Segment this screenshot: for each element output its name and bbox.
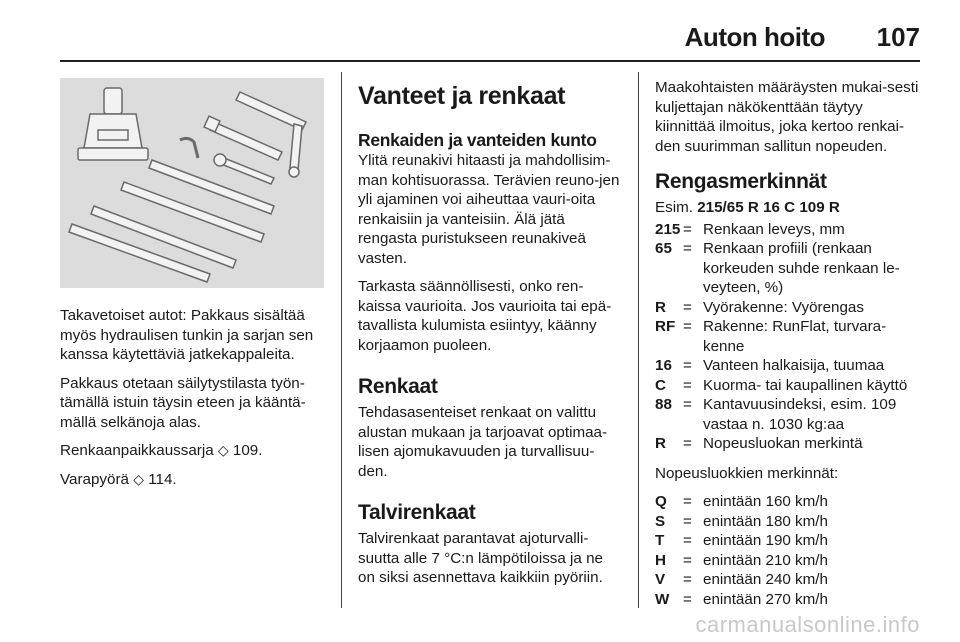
marking-key: W	[655, 590, 670, 608]
paragraph: Takavetoiset autot: Pakkaus sisältää myös hydraulisen tunkin ja sarjan sen kanssa käytettäviä jatkekappaleita.	[60, 307, 314, 363]
subsection-heading: Talvirenkaat	[358, 501, 476, 524]
speed-rating-row	[655, 531, 925, 551]
section-heading: Vanteet ja renkaat	[358, 82, 566, 110]
column-divider	[638, 72, 639, 608]
subsection-heading: Rengasmerkinnät	[655, 170, 827, 193]
speed-rating-row	[655, 492, 925, 512]
cross-reference	[60, 441, 324, 461]
equals-sign: =	[683, 493, 692, 510]
reference-label: Varapyörä	[60, 470, 129, 488]
marking-value: enintään 160 km/h	[703, 493, 828, 510]
tire-marking-row	[655, 239, 925, 298]
example-line	[655, 198, 925, 218]
subsection-heading: Renkaat	[358, 375, 438, 398]
marking-key: 16	[655, 357, 672, 374]
speed-rating-row	[655, 551, 925, 571]
cross-reference	[60, 470, 324, 490]
page-reference-icon: ◇	[217, 442, 229, 458]
equals-sign: =	[683, 532, 692, 549]
marking-value: enintään 210 km/h	[703, 551, 828, 569]
equals-sign: =	[683, 435, 692, 452]
marking-key: 65	[655, 240, 672, 257]
tire-marking-row	[655, 356, 925, 376]
tire-marking-row	[655, 434, 925, 454]
marking-key: S	[655, 512, 666, 530]
marking-value: Kantavuusindeksi, esim. 109 vastaa n. 1030 kg:aa	[703, 396, 897, 433]
marking-key: R	[655, 435, 666, 452]
marking-value: Vanteen halkaisija, tuumaa	[703, 357, 885, 374]
equals-sign: =	[683, 512, 692, 530]
marking-value: Vyörakenne: Vyörengas	[703, 298, 864, 316]
marking-value: enintään 180 km/h	[703, 512, 828, 530]
tire-marking-row	[655, 395, 925, 434]
marking-key: C	[655, 376, 666, 394]
equals-sign: =	[683, 590, 692, 608]
marking-key: V	[655, 571, 666, 588]
equals-sign: =	[683, 298, 692, 316]
equals-sign: =	[683, 396, 692, 413]
example-code: 215/65 R 16 C 109 R	[697, 199, 840, 216]
column-middle	[358, 78, 623, 597]
paragraph: Nopeusluokkien merkinnät:	[655, 464, 839, 482]
tire-marking-row	[655, 298, 925, 318]
marking-key: T	[655, 532, 665, 549]
marking-key: Q	[655, 493, 667, 510]
marking-value: Nopeusluokan merkintä	[703, 435, 863, 452]
tire-marking-row	[655, 220, 925, 240]
paragraph: Talvirenkaat parantavat ajoturvalli-suutta alle 7 °C:n lämpötiloissa ja ne on siksi asennettava kaikkiin pyöriin.	[358, 530, 603, 586]
column-divider	[341, 72, 342, 608]
equals-sign: =	[683, 551, 692, 569]
speed-rating-list	[655, 492, 925, 609]
jack-and-tools-icon	[60, 78, 324, 288]
tire-marking-list	[655, 220, 925, 454]
example-label: Esim.	[655, 199, 693, 216]
page-number: 107	[876, 22, 920, 52]
page-reference-icon: ◇	[133, 470, 144, 487]
marking-key: 88	[655, 396, 672, 413]
equals-sign: =	[683, 571, 692, 588]
marking-value: enintään 190 km/h	[703, 532, 828, 549]
marking-value: Renkaan leveys, mm	[703, 220, 845, 238]
marking-value: enintään 240 km/h	[703, 571, 828, 588]
paragraph: Ylitä reunakivi hitaasti ja mahdollisim-man kohtisuorassa. Terävien reuno-jen yli ajaminen voi aiheuttaa vauri-oita renkaisiin ja vanteisiin. Älä jätä rengasta puristukseen reunakiveä vasten.	[358, 152, 620, 267]
marking-key: H	[655, 551, 666, 569]
marking-key: R	[655, 298, 666, 316]
speed-rating-row	[655, 512, 925, 532]
equals-sign: =	[683, 376, 692, 394]
watermark: carmanualsonline.info	[695, 612, 920, 637]
marking-value: Kuorma- tai kaupallinen käyttö	[703, 376, 908, 394]
tire-marking-row	[655, 376, 925, 396]
equals-sign: =	[683, 240, 692, 257]
marking-key: RF	[655, 318, 676, 335]
column-left	[60, 78, 324, 498]
marking-value: Renkaan profiili (renkaan korkeuden suhde renkaan le-veyteen, %)	[703, 240, 900, 296]
marking-key: 215	[655, 220, 681, 238]
paragraph: Tarkasta säännöllisesti, onko ren-kaissa vaurioita. Jos vaurioita tai epä-tavallista kulumista esiintyy, käänny korjaamon puoleen.	[358, 278, 612, 354]
marking-value: Rakenne: RunFlat, turvara-kenne	[703, 318, 887, 355]
tool-kit-illustration	[60, 78, 324, 288]
tire-marking-row	[655, 317, 925, 356]
page-title: Auton hoito	[684, 22, 825, 52]
equals-sign: =	[683, 220, 692, 238]
speed-rating-row	[655, 570, 925, 590]
header-rule	[60, 60, 920, 62]
paragraph: Tehdasasenteiset renkaat on valittu alustan mukaan ja tarjoavat optimaa-lisen ajomukavuuden ja turvallisuu-den.	[358, 404, 608, 480]
paragraph: Pakkaus otetaan säilytystilasta työn-tämällä istuin täysin eteen ja kääntä-mällä selkänoja alas.	[60, 374, 306, 431]
equals-sign: =	[683, 318, 692, 335]
page-reference[interactable]: 114.	[148, 470, 177, 488]
reference-label: Renkaanpaikkaussarja	[60, 442, 214, 459]
page-reference[interactable]: 109.	[232, 442, 263, 459]
speed-rating-row	[655, 590, 925, 610]
equals-sign: =	[683, 357, 692, 374]
paragraph: Maakohtaisten määräysten mukai-sesti kuljettajan näkökenttään täytyy kiinnittää ilmoitus, joka kertoo renkai-den suurimman sallitun nopeuden.	[655, 79, 919, 155]
marking-value: enintään 270 km/h	[703, 590, 828, 608]
column-right	[655, 78, 925, 609]
subsection-heading: Renkaiden ja vanteiden kunto	[358, 130, 597, 150]
